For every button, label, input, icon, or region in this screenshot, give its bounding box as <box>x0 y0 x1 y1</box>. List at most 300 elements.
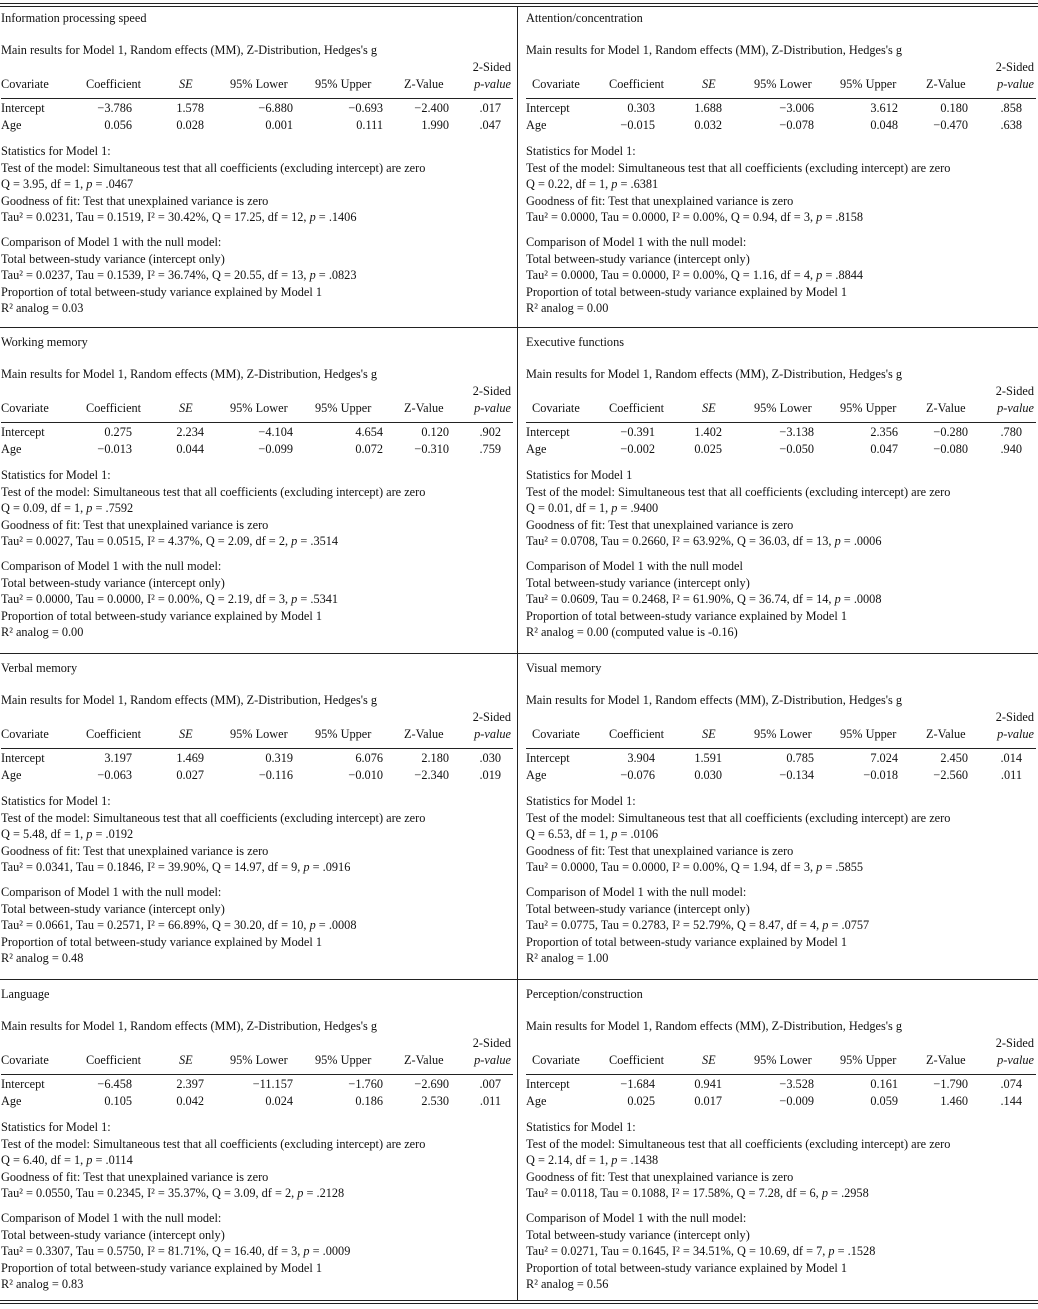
table-row <box>526 100 1036 117</box>
stat-line: Statistics for Model 1 <box>526 468 633 482</box>
result-panel <box>526 330 1036 650</box>
col-header-se: SE <box>702 77 716 91</box>
col-header-pvalue: p-value <box>997 77 1034 91</box>
table-row <box>526 750 1036 767</box>
lower-cell: −0.050 <box>779 442 814 456</box>
coefficient-cell: −0.076 <box>620 768 655 782</box>
model-statistics <box>526 793 1036 876</box>
se-cell: 0.030 <box>694 768 722 782</box>
zvalue-cell: 0.120 <box>421 425 449 439</box>
result-panel <box>1 656 513 976</box>
pvalue-cell: .902 <box>479 425 501 439</box>
model-statistics <box>526 467 1036 550</box>
column-header-row <box>1 400 513 417</box>
zvalue-cell: 1.460 <box>940 1094 968 1108</box>
pvalue-cell: .011 <box>1000 768 1022 782</box>
col-header-coefficient: Coefficient <box>609 401 665 415</box>
stat-line: Test of the model: Simultaneous test that all coefficients (excluding intercept) are zero <box>1 484 426 499</box>
col-header-lower: 95% Lower <box>754 727 812 741</box>
panel-subtitle: Main results for Model 1, Random effects (MM), Z-Distribution, Hedges's g <box>1 1019 377 1033</box>
model-statistics <box>526 1119 1036 1202</box>
table-row <box>526 1093 1036 1110</box>
pvalue-cell: .940 <box>1000 442 1022 456</box>
panel-title: Verbal memory <box>1 661 78 675</box>
header-rule <box>526 1074 1036 1075</box>
col-header-pvalue: p-value <box>997 401 1034 415</box>
stat-line: Tau² = 0.0000, Tau = 0.0000, I² = 0.00%, Q = 1.94, df = 3, p = .5855 <box>526 860 864 874</box>
column-header-row <box>1 726 513 743</box>
coefficient-cell: −0.063 <box>97 768 132 782</box>
stat-line: Comparison of Model 1 with the null model: <box>526 1211 747 1225</box>
lower-cell: 0.024 <box>265 1094 293 1108</box>
col-header-2sided: 2-Sided <box>472 384 511 398</box>
col-header-covariate: Covariate <box>1 727 49 741</box>
panel-subtitle: Main results for Model 1, Random effects (MM), Z-Distribution, Hedges's g <box>1 367 377 381</box>
col-header-covariate: Covariate <box>532 1053 580 1067</box>
col-header-lower: 95% Lower <box>230 727 288 741</box>
panel-title: Language <box>1 987 50 1001</box>
col-header-zvalue: Z-Value <box>926 77 966 91</box>
upper-cell: 0.047 <box>870 442 898 456</box>
table-row <box>526 424 1036 441</box>
stat-line: Tau² = 0.0000, Tau = 0.0000, I² = 0.00%, Q = 1.16, df = 4, p = .8844 <box>526 268 864 282</box>
stat-line: Q = 0.22, df = 1, p = .6381 <box>526 177 659 191</box>
stat-line: Comparison of Model 1 with the null model: <box>526 235 747 249</box>
col-header-upper: 95% Upper <box>315 77 372 91</box>
covariate-cell: Intercept <box>1 751 45 765</box>
stat-line: Goodness of fit: Test that unexplained variance is zero <box>1 1169 269 1184</box>
col-header-2sided: 2-Sided <box>995 60 1034 74</box>
stat-line: Goodness of fit: Test that unexplained variance is zero <box>526 1169 794 1184</box>
stat-line: Goodness of fit: Test that unexplained variance is zero <box>526 843 794 858</box>
stat-line: Tau² = 0.0341, Tau = 0.1846, I² = 39.90%, Q = 14.97, df = 9, p = .0916 <box>1 860 351 874</box>
coefficient-cell: −0.013 <box>97 442 132 456</box>
col-header-2sided: 2-Sided <box>995 710 1034 724</box>
table-bottom-rule-2 <box>0 1303 1038 1304</box>
model-comparison <box>526 234 1036 317</box>
model-comparison <box>1 558 513 641</box>
col-header-2sided: 2-Sided <box>995 384 1034 398</box>
stat-line: Proportion of total between-study variance explained by Model 1 <box>526 934 847 949</box>
stat-line: Total between-study variance (intercept only) <box>1 1227 225 1242</box>
coefficient-cell: −1.684 <box>620 1077 655 1091</box>
se-cell: 0.025 <box>694 442 722 456</box>
covariate-cell: Intercept <box>526 101 570 115</box>
covariate-cell: Intercept <box>1 425 45 439</box>
col-header-zvalue: Z-Value <box>404 1053 444 1067</box>
col-header-coefficient: Coefficient <box>86 401 142 415</box>
col-header-covariate: Covariate <box>1 1053 49 1067</box>
header-rule <box>526 422 1036 423</box>
stat-line: Test of the model: Simultaneous test that all coefficients (excluding intercept) are zero <box>526 1136 951 1151</box>
stat-line: Test of the model: Simultaneous test that all coefficients (excluding intercept) are zero <box>526 484 951 499</box>
pvalue-cell: .014 <box>1000 751 1022 765</box>
covariate-cell: Intercept <box>526 751 570 765</box>
coefficient-cell: 0.303 <box>627 101 655 115</box>
lower-cell: 0.319 <box>265 751 293 765</box>
stat-line: Tau² = 0.0550, Tau = 0.2345, I² = 35.37%, Q = 3.09, df = 2, p = .2128 <box>1 1186 345 1200</box>
table-top-rule <box>0 3 1038 4</box>
table-row <box>526 767 1036 784</box>
col-header-upper: 95% Upper <box>315 401 372 415</box>
col-header-coefficient: Coefficient <box>86 77 142 91</box>
col-header-covariate: Covariate <box>532 727 580 741</box>
column-header-row <box>1 76 513 93</box>
header-rule <box>1 1074 513 1075</box>
model-comparison <box>526 884 1036 967</box>
stat-line: Q = 0.09, df = 1, p = .7592 <box>1 501 134 515</box>
col-header-lower: 95% Lower <box>230 401 288 415</box>
column-header-row <box>526 400 1036 417</box>
col-header-pvalue: p-value <box>474 401 511 415</box>
stat-line: Statistics for Model 1: <box>526 794 636 808</box>
col-header-zvalue: Z-Value <box>926 727 966 741</box>
result-panel <box>1 982 513 1302</box>
col-header-se: SE <box>702 727 716 741</box>
stat-line: Goodness of fit: Test that unexplained variance is zero <box>1 193 269 208</box>
zvalue-cell: −2.690 <box>414 1077 449 1091</box>
se-cell: 0.941 <box>694 1077 722 1091</box>
model-comparison <box>1 234 513 317</box>
col-header-upper: 95% Upper <box>315 727 372 741</box>
panel-subtitle: Main results for Model 1, Random effects (MM), Z-Distribution, Hedges's g <box>1 43 377 57</box>
stat-line: Total between-study variance (intercept only) <box>526 901 750 916</box>
upper-cell: 0.161 <box>870 1077 898 1091</box>
stat-line: Q = 3.95, df = 1, p = .0467 <box>1 177 134 191</box>
stat-line: Tau² = 0.0609, Tau = 0.2468, I² = 61.90%, Q = 36.74, df = 14, p = .0008 <box>526 592 882 606</box>
stat-line: Test of the model: Simultaneous test that all coefficients (excluding intercept) are zero <box>1 810 426 825</box>
lower-cell: −3.138 <box>779 425 814 439</box>
stat-line: Total between-study variance (intercept only) <box>526 1227 750 1242</box>
stat-line: Tau² = 0.0237, Tau = 0.1539, I² = 36.74%, Q = 20.55, df = 13, p = .0823 <box>1 268 357 282</box>
zvalue-cell: −0.470 <box>933 118 968 132</box>
col-header-covariate: Covariate <box>532 77 580 91</box>
stat-line: Tau² = 0.0708, Tau = 0.2660, I² = 63.92%, Q = 36.03, df = 13, p = .0006 <box>526 534 882 548</box>
stat-line: Proportion of total between-study variance explained by Model 1 <box>1 608 322 623</box>
panel-title: Executive functions <box>526 335 625 349</box>
stat-line: R² analog = 1.00 <box>526 951 609 965</box>
panel-title: Working memory <box>1 335 88 349</box>
section-rule <box>0 979 1038 980</box>
stat-line: Total between-study variance (intercept only) <box>526 575 750 590</box>
col-header-covariate: Covariate <box>532 401 580 415</box>
col-header-se: SE <box>179 727 193 741</box>
section-rule <box>0 327 1038 328</box>
zvalue-cell: −2.400 <box>414 101 449 115</box>
header-rule <box>1 98 513 99</box>
column-header-row <box>526 726 1036 743</box>
col-header-upper: 95% Upper <box>840 401 897 415</box>
lower-cell: 0.785 <box>786 751 814 765</box>
model-statistics <box>1 793 513 876</box>
stat-line: Statistics for Model 1: <box>1 794 111 808</box>
stat-line: R² analog = 0.00 <box>526 301 609 315</box>
covariate-cell: Intercept <box>1 101 45 115</box>
table-row <box>1 1076 513 1093</box>
col-header-se: SE <box>702 1053 716 1067</box>
stat-line: Proportion of total between-study variance explained by Model 1 <box>1 934 322 949</box>
result-panel <box>526 6 1036 326</box>
stat-line: Comparison of Model 1 with the null model: <box>1 1211 222 1225</box>
coefficient-cell: 0.105 <box>104 1094 132 1108</box>
stat-line: Q = 2.14, df = 1, p = .1438 <box>526 1153 659 1167</box>
covariate-cell: Age <box>526 442 547 456</box>
upper-cell: −0.018 <box>863 768 898 782</box>
stat-line: Test of the model: Simultaneous test that all coefficients (excluding intercept) are zero <box>1 1136 426 1151</box>
lower-cell: −0.009 <box>779 1094 814 1108</box>
se-cell: 1.402 <box>694 425 722 439</box>
table-row <box>526 441 1036 458</box>
pvalue-cell: .047 <box>479 118 501 132</box>
se-cell: 2.397 <box>176 1077 204 1091</box>
covariate-cell: Intercept <box>526 1077 570 1091</box>
covariate-cell: Age <box>1 118 22 132</box>
panel-title: Perception/construction <box>526 987 643 1001</box>
coefficient-cell: 0.275 <box>104 425 132 439</box>
se-cell: 1.469 <box>176 751 204 765</box>
stat-line: Test of the model: Simultaneous test that all coefficients (excluding intercept) are zero <box>526 160 951 175</box>
coefficient-cell: 0.025 <box>627 1094 655 1108</box>
header-rule <box>1 748 513 749</box>
model-statistics <box>1 1119 513 1202</box>
result-panel <box>526 982 1036 1302</box>
stat-line: Tau² = 0.0000, Tau = 0.0000, I² = 0.00%, Q = 2.19, df = 3, p = .5341 <box>1 592 339 606</box>
upper-cell: 2.356 <box>870 425 898 439</box>
col-header-se: SE <box>179 1053 193 1067</box>
table-row <box>1 424 513 441</box>
table-row <box>1 750 513 767</box>
covariate-cell: Age <box>526 768 547 782</box>
col-header-upper: 95% Upper <box>315 1053 372 1067</box>
stat-line: Goodness of fit: Test that unexplained variance is zero <box>526 517 794 532</box>
col-header-coefficient: Coefficient <box>609 1053 665 1067</box>
col-header-se: SE <box>179 77 193 91</box>
upper-cell: 7.024 <box>870 751 898 765</box>
se-cell: 1.688 <box>694 101 722 115</box>
header-rule <box>526 748 1036 749</box>
stat-line: R² analog = 0.03 <box>1 301 84 315</box>
column-header-row <box>526 1052 1036 1069</box>
upper-cell: 0.072 <box>355 442 383 456</box>
model-statistics <box>1 467 513 550</box>
col-header-pvalue: p-value <box>997 1053 1034 1067</box>
se-cell: 0.027 <box>176 768 204 782</box>
col-header-upper: 95% Upper <box>840 77 897 91</box>
pvalue-cell: .011 <box>479 1094 501 1108</box>
table-row <box>1 100 513 117</box>
model-comparison <box>1 884 513 967</box>
col-header-zvalue: Z-Value <box>926 401 966 415</box>
col-header-2sided: 2-Sided <box>472 710 511 724</box>
col-header-upper: 95% Upper <box>840 1053 897 1067</box>
coefficient-cell: −6.458 <box>97 1077 132 1091</box>
col-header-covariate: Covariate <box>1 77 49 91</box>
pvalue-cell: .638 <box>1000 118 1022 132</box>
pvalue-cell: .074 <box>1000 1077 1022 1091</box>
col-header-se: SE <box>179 401 193 415</box>
se-cell: 2.234 <box>176 425 204 439</box>
stat-line: Comparison of Model 1 with the null model: <box>1 235 222 249</box>
col-header-coefficient: Coefficient <box>86 1053 142 1067</box>
header-rule <box>1 422 513 423</box>
zvalue-cell: 1.990 <box>421 118 449 132</box>
stat-line: Statistics for Model 1: <box>1 468 111 482</box>
zvalue-cell: 2.530 <box>421 1094 449 1108</box>
model-comparison <box>526 558 1036 641</box>
col-header-lower: 95% Lower <box>230 1053 288 1067</box>
stat-line: R² analog = 0.56 <box>526 1277 609 1291</box>
pvalue-cell: .780 <box>1000 425 1022 439</box>
stat-line: R² analog = 0.48 <box>1 951 84 965</box>
stat-line: Comparison of Model 1 with the null model: <box>1 559 222 573</box>
col-header-se: SE <box>702 401 716 415</box>
stat-line: R² analog = 0.00 (computed value is -0.16) <box>526 625 738 639</box>
col-header-lower: 95% Lower <box>230 77 288 91</box>
panel-subtitle: Main results for Model 1, Random effects (MM), Z-Distribution, Hedges's g <box>526 367 902 381</box>
col-header-covariate: Covariate <box>1 401 49 415</box>
lower-cell: −4.104 <box>258 425 293 439</box>
stat-line: Comparison of Model 1 with the null model: <box>1 885 222 899</box>
col-header-coefficient: Coefficient <box>86 727 142 741</box>
stat-line: Tau² = 0.3307, Tau = 0.5750, I² = 81.71%, Q = 16.40, df = 3, p = .0009 <box>1 1244 351 1258</box>
table-row <box>526 1076 1036 1093</box>
lower-cell: −0.078 <box>779 118 814 132</box>
section-rule <box>0 653 1038 654</box>
pvalue-cell: .007 <box>479 1077 501 1091</box>
upper-cell: 0.111 <box>356 118 383 132</box>
col-header-zvalue: Z-Value <box>926 1053 966 1067</box>
col-header-coefficient: Coefficient <box>609 77 665 91</box>
table-row <box>1 117 513 134</box>
lower-cell: 0.001 <box>265 118 293 132</box>
se-cell: 0.042 <box>176 1094 204 1108</box>
pvalue-cell: .019 <box>479 768 501 782</box>
pvalue-cell: .144 <box>1000 1094 1022 1108</box>
lower-cell: −11.157 <box>252 1077 293 1091</box>
zvalue-cell: −2.560 <box>933 768 968 782</box>
covariate-cell: Age <box>526 118 547 132</box>
pvalue-cell: .759 <box>479 442 501 456</box>
pvalue-cell: .017 <box>479 101 501 115</box>
lower-cell: −0.099 <box>258 442 293 456</box>
model-statistics <box>526 143 1036 226</box>
model-comparison <box>1 1210 513 1293</box>
coefficient-cell: −0.002 <box>620 442 655 456</box>
coefficient-cell: 3.904 <box>627 751 655 765</box>
col-header-pvalue: p-value <box>997 727 1034 741</box>
table-row <box>1 441 513 458</box>
lower-cell: −0.134 <box>779 768 814 782</box>
upper-cell: 3.612 <box>870 101 898 115</box>
col-header-zvalue: Z-Value <box>404 401 444 415</box>
stat-line: Total between-study variance (intercept only) <box>1 901 225 916</box>
zvalue-cell: −0.310 <box>414 442 449 456</box>
upper-cell: 0.048 <box>870 118 898 132</box>
panel-title: Visual memory <box>526 661 602 675</box>
stat-line: Q = 0.01, df = 1, p = .9400 <box>526 501 659 515</box>
se-cell: 1.578 <box>176 101 204 115</box>
stat-line: Test of the model: Simultaneous test that all coefficients (excluding intercept) are zero <box>526 810 951 825</box>
coefficient-cell: 0.056 <box>104 118 132 132</box>
col-header-pvalue: p-value <box>474 1053 511 1067</box>
zvalue-cell: 2.180 <box>421 751 449 765</box>
stat-line: Tau² = 0.0027, Tau = 0.0515, I² = 4.37%, Q = 2.09, df = 2, p = .3514 <box>1 534 339 548</box>
panel-subtitle: Main results for Model 1, Random effects (MM), Z-Distribution, Hedges's g <box>526 43 902 57</box>
col-header-lower: 95% Lower <box>754 401 812 415</box>
stat-line: Proportion of total between-study variance explained by Model 1 <box>526 1260 847 1275</box>
se-cell: 0.044 <box>176 442 204 456</box>
stat-line: Tau² = 0.0775, Tau = 0.2783, I² = 52.79%, Q = 8.47, df = 4, p = .0757 <box>526 918 870 932</box>
result-panel <box>526 656 1036 976</box>
se-cell: 0.028 <box>176 118 204 132</box>
stat-line: Goodness of fit: Test that unexplained variance is zero <box>1 843 269 858</box>
stat-line: Statistics for Model 1: <box>1 1120 111 1134</box>
header-rule <box>526 98 1036 99</box>
col-header-lower: 95% Lower <box>754 77 812 91</box>
upper-cell: 4.654 <box>355 425 383 439</box>
table-row <box>526 117 1036 134</box>
coefficient-cell: 3.197 <box>104 751 132 765</box>
zvalue-cell: 2.450 <box>940 751 968 765</box>
zvalue-cell: 0.180 <box>940 101 968 115</box>
stat-line: Goodness of fit: Test that unexplained variance is zero <box>1 517 269 532</box>
covariate-cell: Age <box>1 768 22 782</box>
model-statistics <box>1 143 513 226</box>
upper-cell: 6.076 <box>355 751 383 765</box>
col-header-2sided: 2-Sided <box>472 1036 511 1050</box>
stat-line: Statistics for Model 1: <box>526 144 636 158</box>
col-header-coefficient: Coefficient <box>609 727 665 741</box>
col-header-2sided: 2-Sided <box>472 60 511 74</box>
panel-title: Information processing speed <box>1 11 147 25</box>
covariate-cell: Age <box>526 1094 547 1108</box>
model-comparison <box>526 1210 1036 1293</box>
col-header-2sided: 2-Sided <box>995 1036 1034 1050</box>
stat-line: Proportion of total between-study variance explained by Model 1 <box>1 284 322 299</box>
se-cell: 1.591 <box>694 751 722 765</box>
col-header-zvalue: Z-Value <box>404 727 444 741</box>
lower-cell: −3.528 <box>779 1077 814 1091</box>
pvalue-cell: .858 <box>1000 101 1022 115</box>
panel-subtitle: Main results for Model 1, Random effects (MM), Z-Distribution, Hedges's g <box>1 693 377 707</box>
pvalue-cell: .030 <box>479 751 501 765</box>
upper-cell: −1.760 <box>348 1077 383 1091</box>
panel-subtitle: Main results for Model 1, Random effects (MM), Z-Distribution, Hedges's g <box>526 1019 902 1033</box>
column-header-row <box>1 1052 513 1069</box>
upper-cell: −0.010 <box>348 768 383 782</box>
stat-line: Total between-study variance (intercept only) <box>1 575 225 590</box>
stat-line: Comparison of Model 1 with the null model <box>526 559 743 573</box>
col-header-zvalue: Z-Value <box>404 77 444 91</box>
stat-line: Q = 6.40, df = 1, p = .0114 <box>1 1153 133 1167</box>
lower-cell: −6.880 <box>258 101 293 115</box>
result-panel <box>1 6 513 326</box>
col-header-upper: 95% Upper <box>840 727 897 741</box>
zvalue-cell: −0.080 <box>933 442 968 456</box>
col-header-lower: 95% Lower <box>754 1053 812 1067</box>
panel-subtitle: Main results for Model 1, Random effects (MM), Z-Distribution, Hedges's g <box>526 693 902 707</box>
upper-cell: 0.059 <box>870 1094 898 1108</box>
stat-line: R² analog = 0.83 <box>1 1277 84 1291</box>
stat-line: Total between-study variance (intercept only) <box>526 251 750 266</box>
se-cell: 0.017 <box>694 1094 722 1108</box>
stat-line: Tau² = 0.0231, Tau = 0.1519, I² = 30.42%, Q = 17.25, df = 12, p = .1406 <box>1 210 357 224</box>
stat-line: Statistics for Model 1: <box>526 1120 636 1134</box>
stat-line: Goodness of fit: Test that unexplained variance is zero <box>526 193 794 208</box>
stat-line: Q = 6.53, df = 1, p = .0106 <box>526 827 659 841</box>
coefficient-cell: −0.391 <box>620 425 655 439</box>
coefficient-cell: −0.015 <box>620 118 655 132</box>
